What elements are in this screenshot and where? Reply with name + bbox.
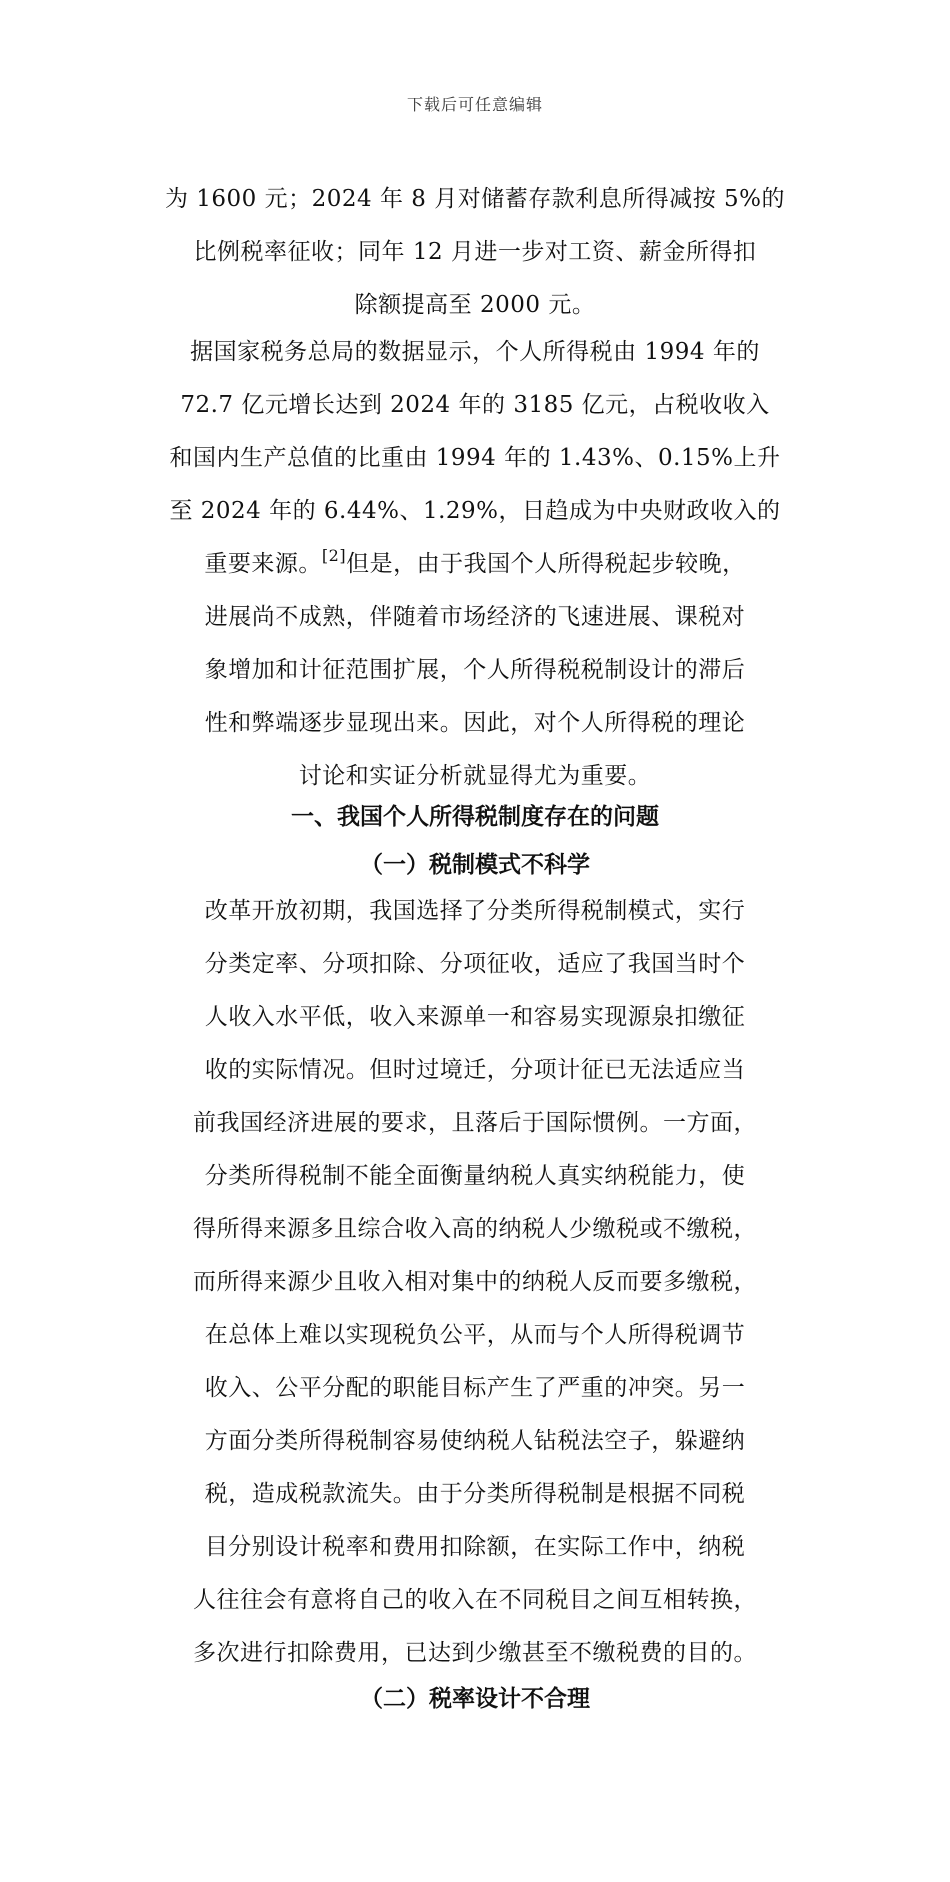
intro-line-text: 重要来源。 [204, 551, 322, 577]
body-line: 改革开放初期，我国选择了分类所得税制模式，实行 [204, 898, 746, 924]
body-line: 在总体上难以实现税负公平，从而与个人所得税调节 [204, 1322, 746, 1348]
body-line: 税，造成税款流失。由于分类所得税制是根据不同税 [204, 1481, 746, 1507]
body-line: 目分别设计税率和费用扣除额，在实际工作中，纳税 [204, 1534, 746, 1560]
intro-line: 象增加和计征范围扩展，个人所得税税制设计的滞后 [204, 657, 746, 683]
body-line: 分类所得税制不能全面衡量纳税人真实纳税能力，使 [204, 1163, 746, 1189]
intro-line: 至 2024 年的 6.44%、1.29%，日趋成为中央财政收入的 [169, 498, 781, 524]
intro-line: 性和弊端逐步显现出来。因此，对个人所得税的理论 [204, 710, 746, 736]
body-line: 分类定率、分项扣除、分项征收，适应了我国当时个 [204, 951, 746, 977]
body-line: 前我国经济进展的要求，且落后于国际惯例。一方面， [193, 1110, 757, 1136]
subsection-heading: （二）税率设计不合理 [360, 1686, 590, 1712]
intro-line: 为 1600 元；2024 年 8 月对储蓄存款利息所得减按 5%的 [164, 186, 786, 212]
section-heading: 一、我国个人所得税制度存在的问题 [291, 804, 659, 830]
intro-line: 72.7 亿元增长达到 2024 年的 3185 亿元，占税收收入 [180, 392, 770, 418]
body-line: 方面分类所得税制容易使纳税人钻税法空子，躲避纳 [204, 1428, 746, 1454]
intro-line: 讨论和实证分析就显得尤为重要。 [298, 763, 652, 789]
intro-line: 进展尚不成熟，伴随着市场经济的飞速进展、课税对 [204, 604, 746, 630]
body-line: 人往往会有意将自己的收入在不同税目之间互相转换， [193, 1587, 757, 1613]
body-line: 收入、公平分配的职能目标产生了严重的冲突。另一 [204, 1375, 746, 1401]
intro-line: 和国内生产总值的比重由 1994 年的 1.43%、0.15%上升 [169, 445, 781, 471]
body-line: 而所得来源少且收入相对集中的纳税人反而要多缴税， [193, 1269, 757, 1295]
body-line: 得所得来源多且综合收入高的纳税人少缴税或不缴税， [193, 1216, 757, 1242]
body-line: 多次进行扣除费用，已达到少缴甚至不缴税费的目的。 [193, 1640, 757, 1666]
page-header: 下载后可任意编辑 [406, 95, 543, 114]
intro-line: 比例税率征收；同年 12 月进一步对工资、薪金所得扣 [193, 239, 757, 265]
body-line: 人收入水平低，收入来源单一和容易实现源泉扣缴征 [204, 1004, 746, 1030]
intro-line: 除额提高至 2000 元。 [354, 292, 596, 318]
subsection-heading: （一）税制模式不科学 [360, 852, 590, 878]
citation-reference: [2] [321, 546, 347, 565]
intro-line-text: 但是，由于我国个人所得税起步较晚， [346, 551, 746, 577]
intro-line-with-reference [0, 545, 950, 578]
body-line: 收的实际情况。但时过境迁，分项计征已无法适应当 [204, 1057, 746, 1083]
intro-line: 据国家税务总局的数据显示，个人所得税由 1994 年的 [190, 339, 760, 365]
